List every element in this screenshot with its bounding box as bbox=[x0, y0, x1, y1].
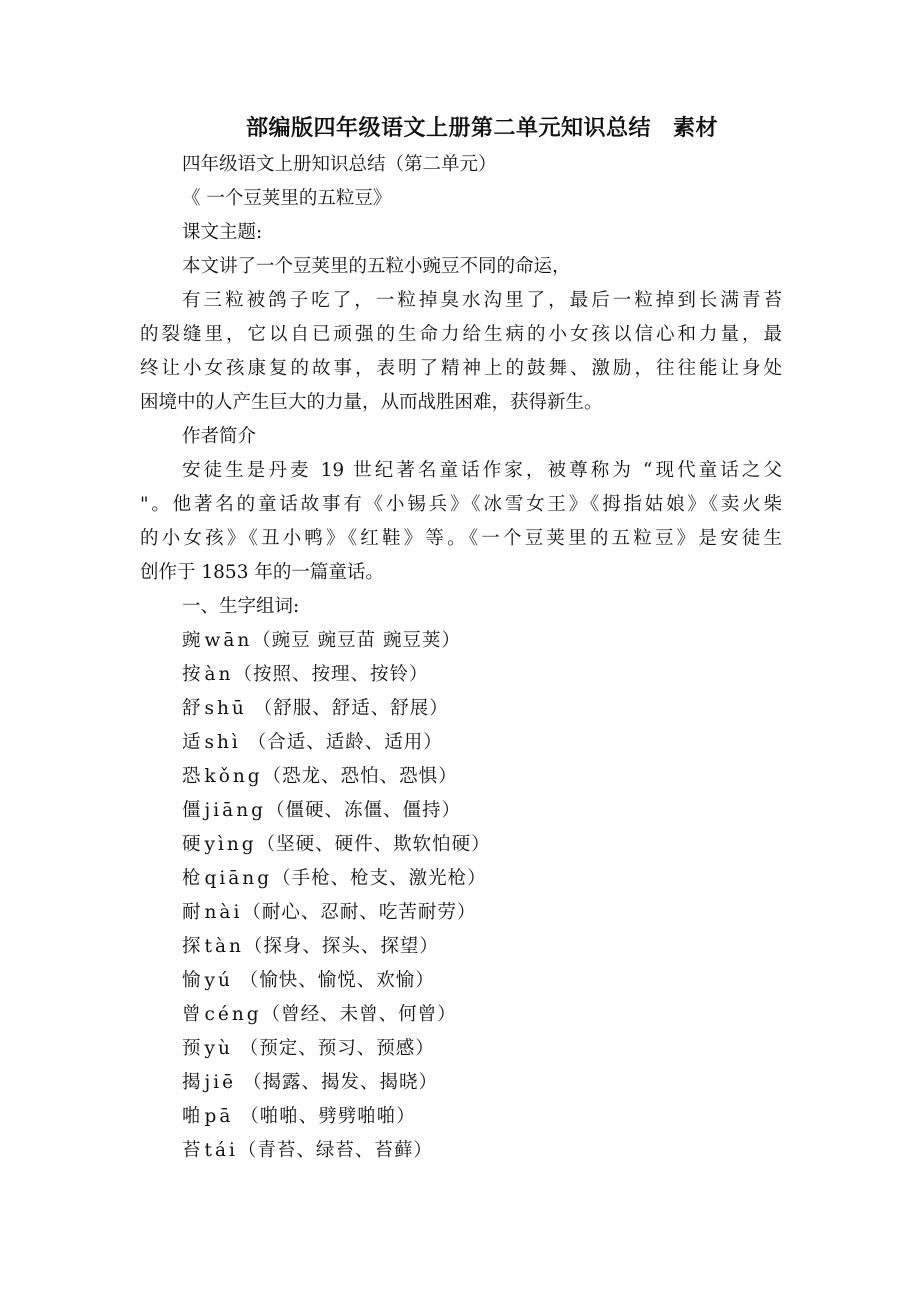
vocab-pinyin: jiē bbox=[204, 1072, 237, 1093]
vocab-char: 探 bbox=[182, 936, 201, 957]
vocab-char: 恐 bbox=[182, 766, 201, 787]
theme-line: 的裂缝里，它以自已顽强的生命力给生病的小女孩以信心和力量，最 bbox=[140, 324, 782, 345]
author-line: "。他著名的童话故事有《小锡兵》《冰雪女王》《拇指姑娘》《卖火柴 bbox=[140, 494, 782, 515]
theme-line: 终让小女孩康复的故事，表明了精神上的鼓舞、激励，往往能让身处 bbox=[140, 358, 782, 379]
vocab-pinyin: wān bbox=[204, 630, 253, 651]
vocab-item bbox=[140, 726, 782, 760]
theme-line: 本文讲了一个豆荚里的五粒小豌豆不同的命运， bbox=[182, 256, 571, 277]
vocab-words: （合适、适龄、适用） bbox=[240, 732, 443, 753]
vocab-item bbox=[140, 964, 782, 998]
vocab-item bbox=[140, 862, 782, 896]
vocab-words: （手枪、枪支、激光枪） bbox=[272, 868, 487, 889]
vocab-words: （预定、预习、预感） bbox=[232, 1038, 435, 1059]
vocab-char: 愉 bbox=[182, 970, 201, 991]
vocab-item bbox=[140, 760, 782, 794]
vocab-item bbox=[140, 1066, 782, 1100]
vocab-char: 豌 bbox=[182, 630, 201, 651]
vocab-char: 预 bbox=[182, 1038, 201, 1059]
vocab-item bbox=[140, 658, 782, 692]
vocab-char: 揭 bbox=[182, 1072, 201, 1093]
vocab-pinyin: yú bbox=[204, 970, 233, 991]
vocab-words: （坚硬、硬件、欺软怕硬） bbox=[256, 834, 491, 855]
vocab-item bbox=[140, 794, 782, 828]
theme-heading: 课文主题: bbox=[182, 222, 263, 243]
vocab-item bbox=[140, 1032, 782, 1066]
vocab-pinyin: tàn bbox=[204, 936, 244, 957]
vocab-item bbox=[140, 998, 782, 1032]
theme-line: 有三粒被鸽子吃了，一粒掉臭水沟里了，最后一粒掉到长满青苔 bbox=[182, 290, 782, 311]
vocab-char: 曾 bbox=[182, 1004, 201, 1025]
vocab-char: 适 bbox=[182, 732, 201, 753]
title-tag: 素材 bbox=[673, 116, 719, 141]
vocab-char: 耐 bbox=[182, 902, 201, 923]
vocab-pinyin: nài bbox=[204, 902, 243, 923]
lesson-title: 《 一个豆荚里的五粒豆》 bbox=[182, 188, 392, 209]
vocab-item bbox=[140, 828, 782, 862]
vocab-item bbox=[140, 1100, 782, 1134]
vocab-words: （耐心、忍耐、吃苦耐劳） bbox=[242, 902, 477, 923]
vocab-char: 啪 bbox=[182, 1106, 201, 1127]
vocab-pinyin: yù bbox=[204, 1038, 233, 1059]
vocab-char: 按 bbox=[182, 664, 201, 685]
vocab-item bbox=[140, 896, 782, 930]
vocab-pinyin: céng bbox=[204, 1004, 262, 1025]
vocab-words: （探身、探头、探望） bbox=[243, 936, 439, 957]
vocab-char: 硬 bbox=[182, 834, 201, 855]
author-heading: 作者简介 bbox=[182, 426, 257, 447]
vocab-item bbox=[140, 624, 782, 658]
vocab-pinyin: yìng bbox=[204, 834, 257, 855]
author-line: 安徒生是丹麦 19 世纪著名童话作家，被尊称为 “现代童话之父 bbox=[182, 460, 782, 481]
vocab-words: （恐龙、恐怕、恐惧） bbox=[262, 766, 458, 787]
vocab-words: （豌豆 豌豆苗 豌豆荚） bbox=[252, 630, 462, 651]
vocab-char: 僵 bbox=[182, 800, 201, 821]
vocab-char: 苔 bbox=[182, 1140, 201, 1161]
vocab-words: （啪啪、劈劈啪啪） bbox=[233, 1106, 416, 1127]
vocab-words: （舒服、舒适、舒展） bbox=[246, 698, 449, 719]
vocab-pinyin: pā bbox=[204, 1106, 234, 1127]
vocab-words: （青苔、绿苔、苔藓） bbox=[237, 1140, 433, 1161]
vocab-item bbox=[140, 692, 782, 726]
vocab-pinyin: jiāng bbox=[204, 800, 266, 821]
document-title bbox=[0, 112, 920, 146]
vocab-pinyin: shì bbox=[204, 732, 241, 753]
document-body bbox=[140, 148, 782, 1168]
theme-line: 困境中的人产生巨大的力量，从而战胜困难，获得新生。 bbox=[140, 392, 603, 413]
vocab-words: （按照、按理、按铃） bbox=[233, 664, 429, 685]
title-main: 部编版四年级语文上册第二单元知识总结 bbox=[245, 116, 651, 141]
vocab-pinyin: kǒng bbox=[204, 766, 263, 787]
vocab-words: （僵硬、冻僵、僵持） bbox=[265, 800, 461, 821]
vocab-pinyin: tái bbox=[204, 1140, 238, 1161]
vocab-item bbox=[140, 1134, 782, 1168]
vocab-pinyin: àn bbox=[204, 664, 234, 685]
vocab-char: 枪 bbox=[182, 868, 201, 889]
author-line: 创作于 1853 年的一篇童话。 bbox=[140, 562, 384, 583]
vocab-heading: 一、生字组词: bbox=[182, 596, 300, 617]
vocab-char: 舒 bbox=[182, 698, 201, 719]
vocab-list bbox=[140, 624, 782, 1168]
vocab-words: （曾经、未曾、何曾） bbox=[261, 1004, 457, 1025]
vocab-words: （揭露、揭发、揭晓） bbox=[236, 1072, 439, 1093]
author-line: 的小女孩》《丑小鸭》《红鞋》等。《一个豆荚里的五粒豆》是安徒生 bbox=[140, 528, 782, 549]
vocab-pinyin: qiāng bbox=[204, 868, 273, 889]
subtitle: 四年级语文上册知识总结（第二单元） bbox=[182, 154, 497, 175]
vocab-item bbox=[140, 930, 782, 964]
vocab-words: （愉快、愉悦、欢愉） bbox=[232, 970, 435, 991]
vocab-pinyin: shū bbox=[204, 698, 247, 719]
